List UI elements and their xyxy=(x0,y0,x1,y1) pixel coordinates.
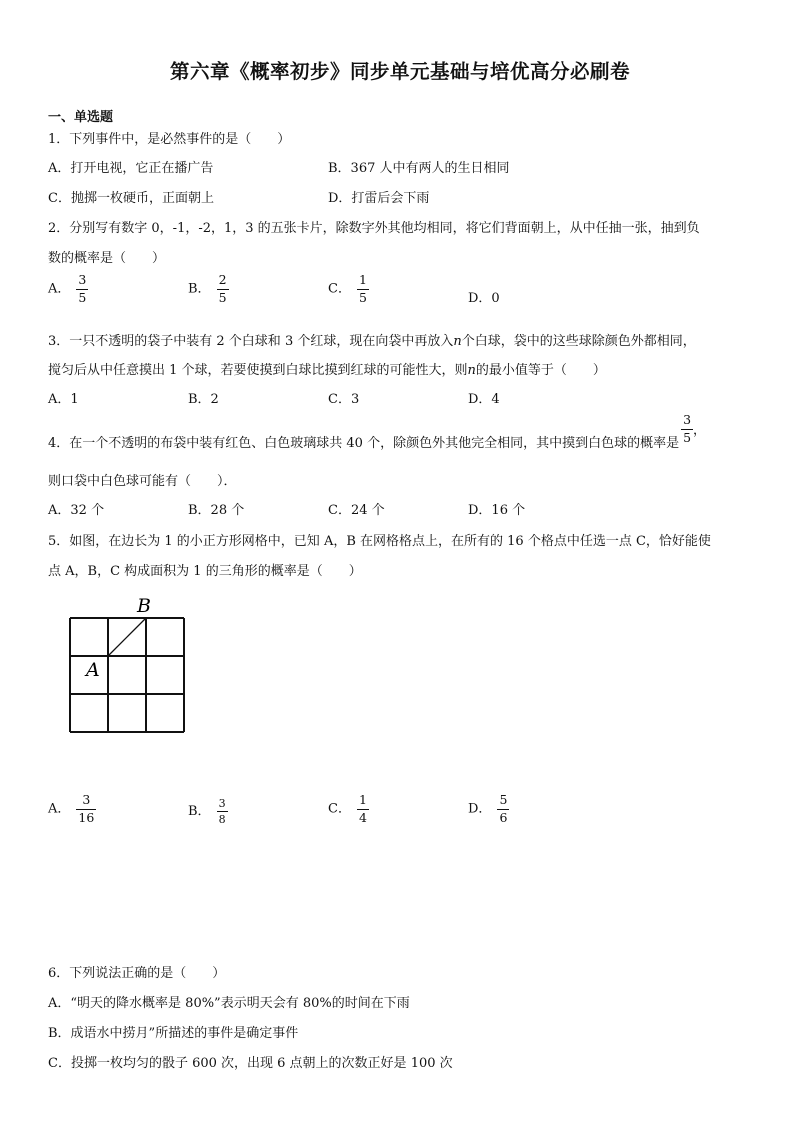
q5-stem-line1: 5．如图，在边长为 1 的小正方形网格中，已知 A，B 在网格格点上，在所有的 16 个格点中任选一点 C，恰好能使 xyxy=(48,534,711,549)
q3-stem-text: 搅匀后从中任意摸出 1 个球，若要使摸到白球比摸到红球的可能性大，则 xyxy=(48,363,468,378)
q5-option-d xyxy=(468,794,509,824)
q2-option-a xyxy=(48,274,88,304)
q4-stem-text: 4．在一个不透明的布袋中装有红色、白色玻璃球共 40 个，除颜色外其他完全相同，其中摸到白色球的概率是 xyxy=(48,435,680,451)
numerator: 1 xyxy=(357,274,369,290)
q3-option-c: C．3 xyxy=(328,392,360,407)
q5-stem-line2: 点 A，B，C 构成面积为 1 的三角形的概率是（ ） xyxy=(48,564,362,579)
numerator: 3 xyxy=(218,797,226,810)
denominator: 5 xyxy=(683,429,692,445)
option-label: C． xyxy=(328,801,351,817)
segment-ab xyxy=(108,618,146,656)
option-label: C． xyxy=(328,281,351,297)
q4-option-a: A．32 个 xyxy=(48,503,105,518)
q1-stem: 1．下列事件中，是必然事件的是（ ） xyxy=(48,132,291,147)
denominator: 5 xyxy=(358,289,367,305)
q5-option-a xyxy=(48,794,96,824)
denominator: 5 xyxy=(78,289,87,305)
q3-stem-text: 的最小值等于（ ） xyxy=(475,363,606,378)
q3-stem-text: 个白球，袋中的这些球除颜色外都相同， xyxy=(461,334,696,349)
q1-option-b: B．367 人中有两人的生日相同 xyxy=(328,161,510,176)
fraction xyxy=(217,798,228,825)
q2-stem-line2: 数的概率是（ ） xyxy=(48,251,166,266)
q3-stem-line1 xyxy=(48,330,696,349)
numerator: 5 xyxy=(497,794,509,810)
fraction xyxy=(76,274,88,304)
option-label: A． xyxy=(48,801,71,817)
q6-option-a: A．“明天的降水概率是 80%”表示明天会有 80%的时间在下雨 xyxy=(48,996,410,1011)
q3-option-b: B．2 xyxy=(188,392,219,407)
denominator: 4 xyxy=(358,809,367,825)
q4-comma: ， xyxy=(693,422,707,438)
numerator: 1 xyxy=(357,794,369,810)
q5-option-b xyxy=(188,798,228,825)
point-a-label: A xyxy=(86,659,100,681)
q2-stem-line1: 2．分别写有数字 0，-1，-2，1，3 的五张卡片，除数字外其他均相同，将它们背面朝上，从中任抽一张，抽到负 xyxy=(48,221,700,236)
fraction xyxy=(357,274,369,304)
q4-option-c: C．24 个 xyxy=(328,503,385,518)
variable-n: n xyxy=(453,334,462,349)
denominator: 8 xyxy=(218,813,226,826)
q5-grid-figure xyxy=(60,592,200,742)
option-label: B． xyxy=(188,281,211,297)
q4-stem-line2: 则口袋中白色球可能有（ ）． xyxy=(48,474,237,489)
fraction xyxy=(76,794,96,824)
q4-option-d: D．16 个 xyxy=(468,503,526,518)
q1-option-c: C．抛掷一枚硬币，正面朝上 xyxy=(48,191,214,206)
denominator: 16 xyxy=(78,809,95,825)
section-heading: 一、单选题 xyxy=(48,110,114,125)
q5-option-c xyxy=(328,794,369,824)
fraction xyxy=(681,414,693,444)
fraction xyxy=(357,794,369,824)
q2-option-c xyxy=(328,274,369,304)
q4-stem-line1 xyxy=(48,412,707,451)
numerator: 3 xyxy=(76,794,96,810)
numerator: 3 xyxy=(76,274,88,290)
variable-n: n xyxy=(467,363,476,378)
q3-option-d: D．4 xyxy=(468,392,500,407)
page-title: 第六章《概率初步》同步单元基础与培优高分必刷卷 xyxy=(169,60,630,83)
numerator: 2 xyxy=(217,274,229,290)
fraction xyxy=(217,274,229,304)
denominator: 5 xyxy=(218,289,227,305)
q1-option-a: A．打开电视，它正在播广告 xyxy=(48,161,214,176)
q6-option-b: B．成语水中捞月”所描述的事件是确定事件 xyxy=(48,1026,299,1041)
q2-option-b xyxy=(188,274,229,304)
q1-option-d: D．打雷后会下雨 xyxy=(328,191,430,206)
fraction xyxy=(497,794,509,824)
option-label: B． xyxy=(188,804,211,819)
denominator: 6 xyxy=(499,809,508,825)
option-label: A． xyxy=(48,281,71,297)
q3-option-a: A．1 xyxy=(48,392,79,407)
q4-option-b: B．28 个 xyxy=(188,503,245,518)
q3-stem-text: 3．一只不透明的袋子中装有 2 个白球和 3 个红球，现在向袋中再放入 xyxy=(48,334,454,349)
option-label: D． xyxy=(468,801,492,817)
q2-option-d: D．0 xyxy=(468,291,500,306)
q3-stem-line2 xyxy=(48,359,606,378)
q6-stem: 6．下列说法正确的是（ ） xyxy=(48,966,226,981)
point-b-label: B xyxy=(137,595,151,617)
q6-option-c: C．投掷一枚均匀的骰子 600 次，出现 6 点朝上的次数正好是 100 次 xyxy=(48,1056,453,1071)
numerator: 3 xyxy=(681,414,693,430)
